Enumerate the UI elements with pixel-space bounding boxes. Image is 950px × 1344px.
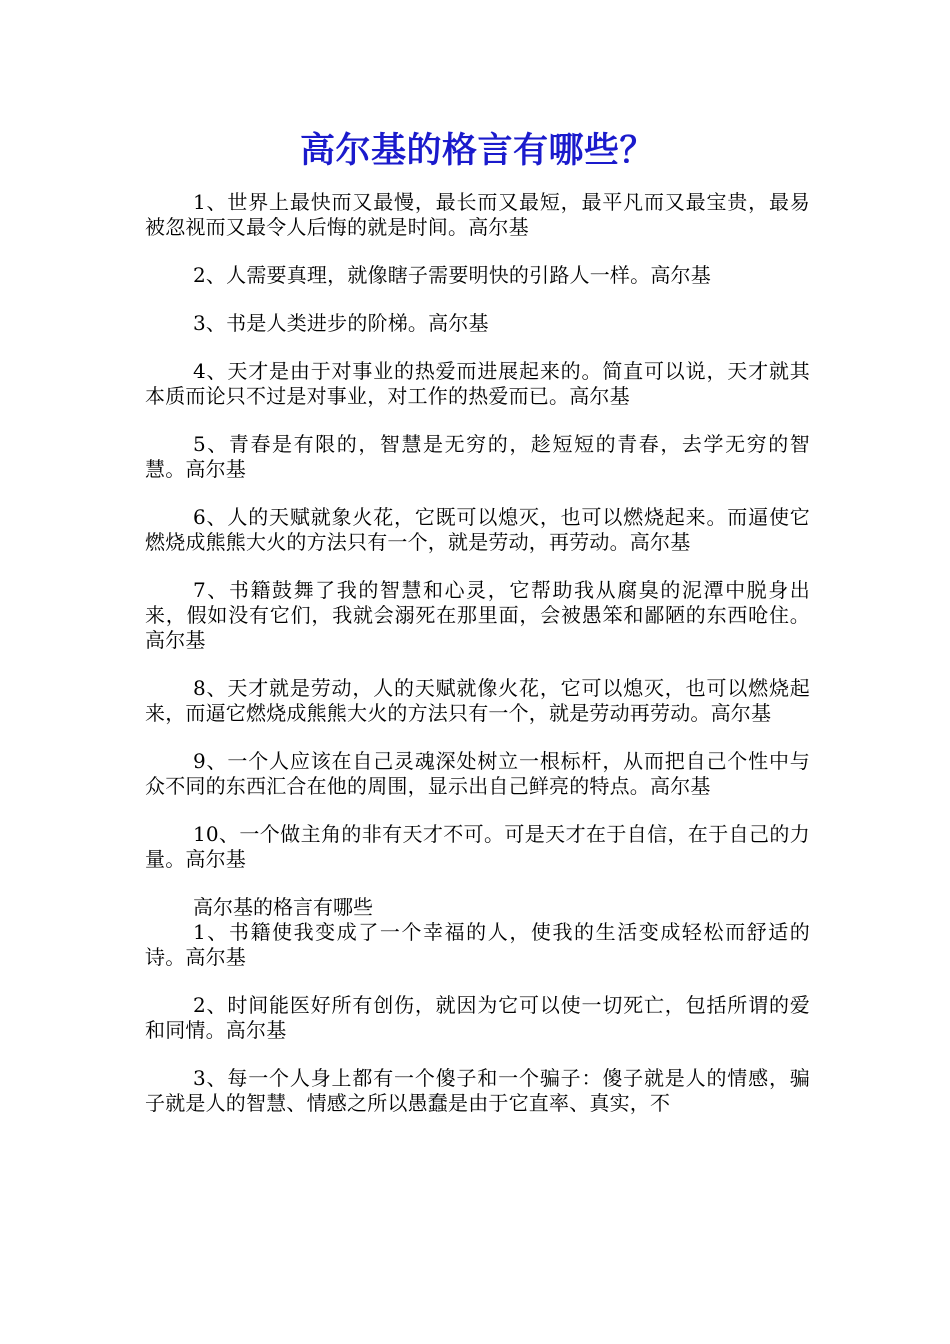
quote-paragraph: 2、人需要真理，就像瞎子需要明快的引路人一样。高尔基 xyxy=(193,263,711,287)
quote-paragraph: 8、天才就是劳动，人的天赋就像火花，它可以熄灭，也可以燃烧起来，而逼它燃烧成熊熊大火的方法只有一个，就是劳动再劳动。高尔基 xyxy=(145,676,810,725)
quote-list-1 xyxy=(145,190,810,872)
document-title: 高尔基的格言有哪些？ xyxy=(299,130,655,171)
quote-paragraph: 10、一个做主角的非有天才不可。可是天才在于自信，在于自己的力量。高尔基 xyxy=(145,822,810,871)
quote-paragraph: 1、书籍使我变成了一个幸福的人，使我的生活变成轻松而舒适的诗。高尔基 xyxy=(145,920,810,969)
quote-paragraph: 2、时间能医好所有创伤，就因为它可以使一切死亡，包括所谓的爱和同情。高尔基 xyxy=(145,993,810,1042)
quote-paragraph: 3、每一个人身上都有一个傻子和一个骗子：傻子就是人的情感，骗子就是人的智慧、情感之所以愚蠢是由于它直率、真实，不 xyxy=(145,1066,810,1115)
quote-list-2 xyxy=(145,920,810,1116)
quote-paragraph: 5、青春是有限的，智慧是无穷的，趁短短的青春，去学无穷的智慧。高尔基 xyxy=(145,432,810,481)
document-page xyxy=(145,124,810,1139)
quote-paragraph: 3、书是人类进步的阶梯。高尔基 xyxy=(193,311,489,335)
quote-paragraph: 9、一个人应该在自己灵魂深处树立一根标杆，从而把自己个性中与众不同的东西汇合在他的周围，显示出自己鲜亮的特点。高尔基 xyxy=(145,749,810,798)
quote-paragraph: 4、天才是由于对事业的热爱而进展起来的。简直可以说，天才就其本质而论只不过是对事业，对工作的热爱而已。高尔基 xyxy=(145,359,810,408)
quote-paragraph: 1、世界上最快而又最慢，最长而又最短，最平凡而又最宝贵，最易被忽视而又最令人后悔的就是时间。高尔基 xyxy=(145,190,810,239)
quote-paragraph: 6、人的天赋就象火花，它既可以熄灭，也可以燃烧起来。而逼使它燃烧成熊熊大火的方法只有一个，就是劳动，再劳动。高尔基 xyxy=(145,505,810,554)
quote-paragraph: 7、书籍鼓舞了我的智慧和心灵，它帮助我从腐臭的泥潭中脱身出来，假如没有它们，我就会溺死在那里面，会被愚笨和鄙陋的东西呛住。高尔基 xyxy=(145,578,810,652)
section-subheading: 高尔基的格言有哪些 xyxy=(193,895,373,919)
